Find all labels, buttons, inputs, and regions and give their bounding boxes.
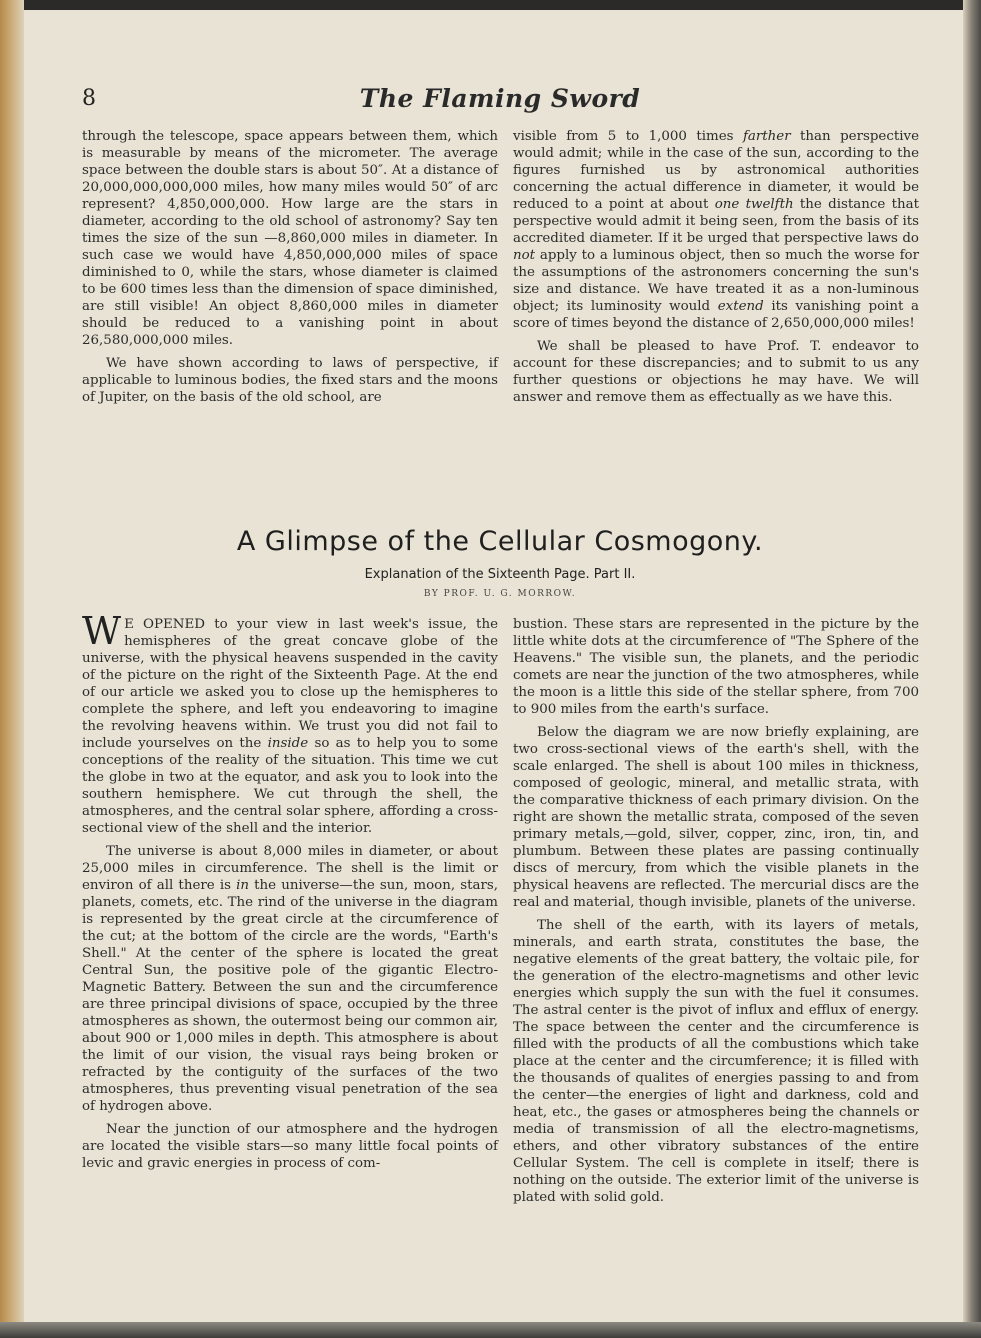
- article-subtitle: Explanation of the Sixteenth Page. Part II.: [364, 567, 636, 582]
- article-title: A Glimpse of the Cellular Cosmogony.: [236, 526, 764, 557]
- italic-text: inside: [267, 736, 309, 751]
- drop-cap: W: [82, 609, 122, 653]
- page-number: 8: [82, 86, 96, 111]
- paragraph: [82, 843, 498, 1115]
- text-run: so as to help you to some conceptions of the reality of the situation. This time we cut the globe in two at the equator, and ask you to look into the southern hemisphere. We cut through the shell, the atmospheres, and the central solar sphere, affording a cross-sectional view of the shell and the interior.: [82, 736, 498, 836]
- text-run: the universe—the sun, moon, stars, planets, comets, etc. The rind of the universe in the diagram is represented by the great circle at the circumference of the cut; at the bottom of the circle are the words, "Earth's Shell." At the center of the sphere is located the great Central Sun, the positive pole of the gigantic Electro-Magnetic Battery. Between the sun and the circumference are three principal divisions of space, occupied by the three atmospheres as shown, the outermost being our common air, about 900 or 1,000 miles in depth. This atmosphere is about the limit of our vision, the visual rays being broken or refracted by the contiguity of the surfaces of the two atmospheres, thus preventing visual penetration of the sea of hydrogen above.: [82, 878, 498, 1114]
- byline: BY PROF. U. G. MORROW.: [423, 589, 577, 599]
- text-run: the distance that perspective would admit it being seen, from the basis of its accredited diameter. If it be urged that perspective laws do: [513, 197, 919, 246]
- paragraph: through the telescope, space appears between them, which is measurable by means of the micrometer. The average space between the double stars is about 50″. At a distance of 20,000,000,000,000 miles, how many miles would 50″ of arc represent? 4,850,000,000. How large are the stars in diameter, according to the old school of astronomy? Say ten times the size of the sun —8,860,000 miles in diameter. In such case we would have 4,850,000,000 miles of space diminished to 0, while the stars, whose diameter is claimed to be 600 times less than the dimension of space diminished, are still visible! An object 8,860,000 miles in diameter should be reduced to a vanishing point in about 26,580,000,000 miles.: [82, 129, 498, 348]
- text-run: visible from 5 to 1,000 times: [513, 129, 743, 144]
- article-left-column: [82, 609, 498, 1178]
- italic-text: extend: [717, 299, 764, 314]
- binding-edge: [0, 0, 24, 1338]
- prev-article-right-column: [513, 128, 919, 412]
- paragraph: [82, 609, 498, 837]
- text-run: The universe is about 8,000 miles in diameter, or about 25,000 miles in circumference. The shell is the limit or environ of all there is: [82, 844, 498, 893]
- italic-text: not: [513, 248, 536, 263]
- text-run: apply to a luminous object, then so much the worse for the assumptions of the astronomers concerning the sun's size and distance. We have treated it as a non-luminous object; its luminosity would: [513, 248, 919, 314]
- text-run: E OPENED to your view in last week's issue, the hemispheres of the great concave globe of the universe, with the physical heavens suspended in the cavity of the picture on the right of the Sixteenth Page. At the end of our article we asked you to close up the hemispheres to complete the sphere, and left you endeavoring to imagine the revolving heavens within. We trust you did not fail to include yourselves on the: [82, 617, 498, 751]
- scan-right-edge: [963, 0, 981, 1338]
- text-run: its vanishing point a score of times beyond the distance of 2,650,000,000 miles!: [513, 299, 919, 331]
- article-right-column: [513, 616, 919, 1212]
- running-title: The Flaming Sword: [359, 84, 641, 113]
- text-run: than perspective would admit; while in the case of the sun, according to the figures furnished us by astronomical authorities concerning the actual difference in diameter, it would be reduced to a point at about: [513, 129, 919, 212]
- paragraph: The shell of the earth, with its layers of metals, minerals, and earth strata, constitutes the base, the negative elements of the great battery, the voltaic pile, for the generation of the electro-magnetisms and other levic energies which supply the sun with the fuel it consumes. The astral center is the pivot of influx and efflux of energy. The space between the center and the circumference is filled with the products of all the combustions which take place at the center and the circumference; it is filled with the thousands of qualites of energies passing to and from the center—the energies of light and darkness, cold and heat, etc., the gases or atmospheres being the channels or media of transmission of all the electro-magnetisms, ethers, and other vibratory substances of the entire Cellular System. The cell is complete in itself; there is nothing on the outside. The exterior limit of the universe is plated with solid gold.: [513, 918, 919, 1205]
- italic-text: one twelfth: [714, 197, 794, 212]
- scan-top-edge: [0, 0, 981, 10]
- paragraph: bustion. These stars are represented in the picture by the little white dots at the circumference of "The Sphere of the Heavens." The visible sun, the planets, and the periodic comets are near the junction of the two atmospheres, while the moon is a little this side of the stellar sphere, from 700 to 900 miles from the earth's surface.: [513, 617, 919, 717]
- italic-text: in: [236, 878, 250, 893]
- paragraph: Below the diagram we are now briefly explaining, are two cross-sectional views of the earth's shell, with the scale enlarged. The shell is about 100 miles in thickness, composed of geologic, mineral, and metallic strata, with the comparative thickness of each primary division. On the right are shown the metallic strata, composed of the seven primary metals,—gold, silver, copper, zinc, iron, tin, and plumbum. Between these plates are passing continually discs of mercury, from which the visible planets in the physical heavens are reflected. The mercurial discs are the real and material, though invisible, planets of the universe.: [513, 725, 919, 910]
- paragraph: [513, 128, 919, 332]
- paragraph: We have shown according to laws of perspective, if applicable to luminous bodies, the fixed stars and the moons of Jupiter, on the basis of the old school, are: [82, 356, 498, 405]
- paragraph: We shall be pleased to have Prof. T. endeavor to account for these discrepancies; and to submit to us any further questions or objections he may have. We will answer and remove them as effectually as we have this.: [513, 339, 919, 405]
- paragraph: Near the junction of our atmosphere and the hydrogen are located the visible stars—so many little focal points of levic and gravic energies in process of com-: [82, 1122, 498, 1171]
- prev-article-left-column: [82, 128, 498, 412]
- italic-text: farther: [742, 129, 791, 144]
- scan-bottom-edge: [0, 1322, 981, 1338]
